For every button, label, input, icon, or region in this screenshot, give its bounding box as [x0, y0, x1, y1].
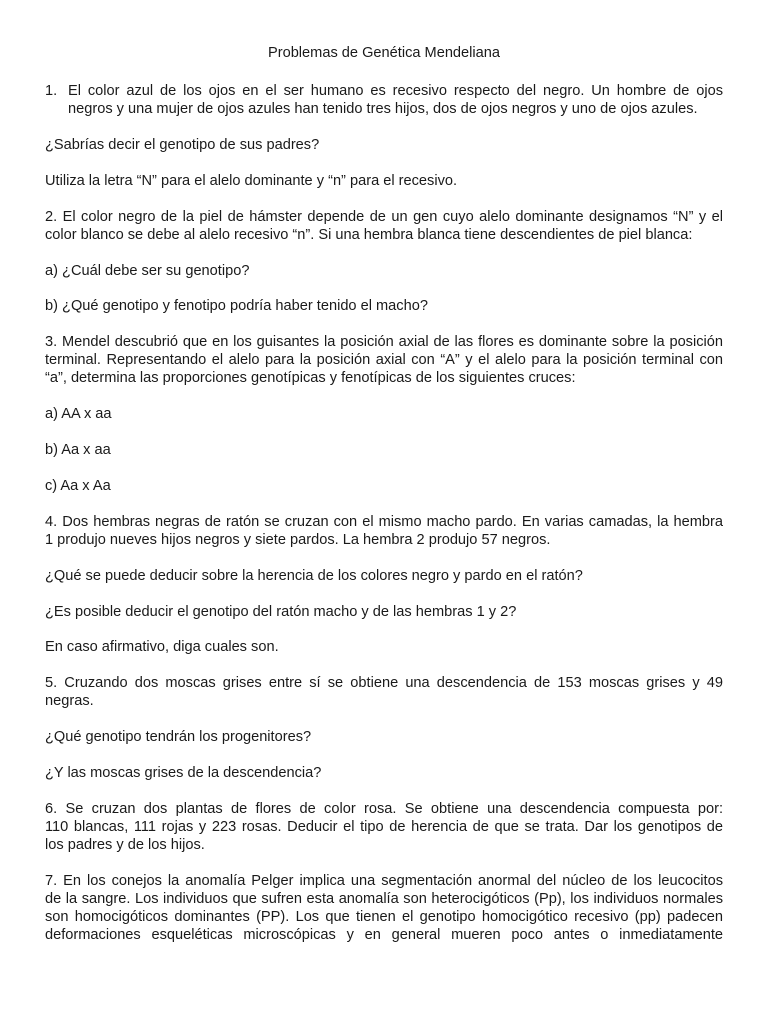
- problem-4-question-3: En caso afirmativo, diga cuales son.: [45, 639, 279, 655]
- problem-1-number: 1.: [45, 83, 58, 99]
- problem-6-line-2: 110 blancas, 111 rojas y 223 rosas. Deducir el tipo de herencia de que se trata. Dar los genotipos de: [45, 819, 723, 835]
- problem-7-line-2: de la sangre. Los individuos que sufren esta anomalía son heterocigóticos (Pp), los individuos normales: [45, 891, 723, 907]
- problem-6-line-1: 6. Se cruzan dos plantas de flores de color rosa. Se obtiene una descendencia compuesta por:: [45, 801, 723, 817]
- problem-1-line-1: El color azul de los ojos en el ser humano es recesivo respecto del negro. Un hombre de ojos: [68, 83, 723, 99]
- problem-3-cross-c: c) Aa x Aa: [45, 478, 111, 494]
- problem-1-line-2: negros y una mujer de ojos azules han tenido tres hijos, dos de ojos negros y uno de ojos azules.: [68, 101, 698, 117]
- problem-4-question-1: ¿Qué se puede deducir sobre la herencia de los colores negro y pardo en el ratón?: [45, 568, 583, 584]
- problem-3-line-1: 3. Mendel descubrió que en los guisantes la posición axial de las flores es dominante sobre la posición: [45, 334, 723, 350]
- problem-2-question-a: a) ¿Cuál debe ser su genotipo?: [45, 263, 250, 279]
- problem-2-line-2: color blanco se debe al alelo recesivo “n”. Si una hembra blanca tiene descendientes de piel blanca:: [45, 227, 693, 243]
- problem-4-line-2: 1 produjo nueves hijos negros y siete pardos. La hembra 2 produjo 57 negros.: [45, 532, 551, 548]
- problem-4-question-2: ¿Es posible deducir el genotipo del ratón macho y de las hembras 1 y 2?: [45, 604, 517, 620]
- problem-6-line-3: los padres y de los hijos.: [45, 837, 205, 853]
- problem-5-question-2: ¿Y las moscas grises de la descendencia?: [45, 765, 322, 781]
- problem-7-line-4: deformaciones esqueléticas microscópicas y en general mueren poco antes o inmediatamente: [45, 927, 723, 943]
- problem-2-question-b: b) ¿Qué genotipo y fenotipo podría haber tenido el macho?: [45, 298, 428, 314]
- problem-3-line-2: terminal. Representando el alelo para la posición axial con “A” y el alelo para la posición terminal con: [45, 352, 723, 368]
- problem-3-line-3: “a”, determina las proporciones genotípicas y fenotípicas de los siguientes cruces:: [45, 370, 576, 386]
- problem-7-line-3: son homocigóticos dominantes (PP). Los que tienen el genotipo homocigótico recesivo (pp) padecen: [45, 909, 723, 925]
- problem-1-question-2: Utiliza la letra “N” para el alelo dominante y “n” para el recesivo.: [45, 173, 458, 189]
- problem-5-line-2: negras.: [45, 693, 94, 709]
- problem-1-question-1: ¿Sabrías decir el genotipo de sus padres?: [45, 137, 320, 153]
- problem-5-question-1: ¿Qué genotipo tendrán los progenitores?: [45, 729, 312, 745]
- problem-4-line-1: 4. Dos hembras negras de ratón se cruzan con el mismo macho pardo. En varias camadas, la hembra: [45, 514, 723, 530]
- problem-3-cross-a: a) AA x aa: [45, 406, 112, 422]
- problem-2-line-1: 2. El color negro de la piel de hámster depende de un gen cuyo alelo dominante designamos “N” y el: [45, 209, 723, 225]
- problem-7-line-1: 7. En los conejos la anomalía Pelger implica una segmentación anormal del núcleo de los leucocitos: [45, 873, 723, 889]
- problem-3-cross-b: b) Aa x aa: [45, 442, 111, 458]
- document-title: Problemas de Genética Mendeliana: [267, 45, 501, 61]
- problem-5-line-1: 5. Cruzando dos moscas grises entre sí se obtiene una descendencia de 153 moscas grises y 49: [45, 675, 723, 691]
